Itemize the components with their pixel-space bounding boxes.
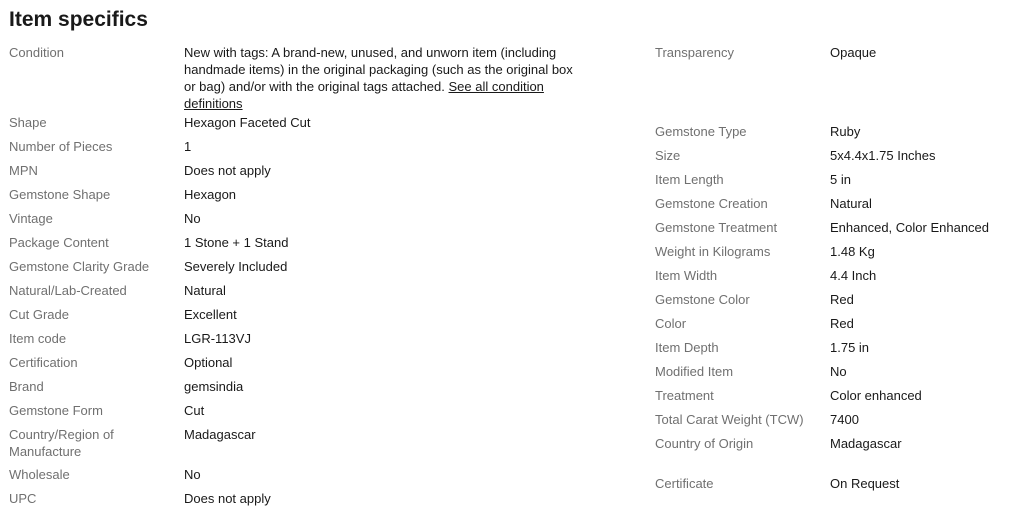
spec-label: Condition: [9, 45, 64, 60]
spec-label: Certificate: [655, 476, 714, 491]
condition-description: New with tags: A brand-new, unused, and unworn item (including handmade items) in the original packaging (such as the original box or bag) and/or with the original tags attached.: [184, 45, 573, 94]
spec-value: 1: [184, 139, 192, 154]
spec-label: Item code: [9, 331, 67, 346]
spec-row: [655, 171, 1015, 195]
spec-value: Natural: [184, 283, 226, 298]
spec-row: [9, 258, 609, 282]
spec-row: [655, 123, 1015, 147]
spec-row: [655, 243, 1015, 267]
spec-label: Color: [655, 316, 687, 331]
spec-label: Country/Region of Manufacture: [9, 427, 114, 459]
spec-row: [655, 44, 1015, 123]
spec-label: Item Length: [655, 172, 724, 187]
spec-row: [9, 490, 609, 514]
spec-value: 5 in: [830, 172, 851, 187]
spec-row: [655, 435, 1015, 475]
spec-row: [9, 138, 609, 162]
spec-label: Gemstone Treatment: [655, 220, 778, 235]
spec-row-condition: [9, 44, 609, 114]
spec-row: [9, 378, 609, 402]
spec-row: [9, 466, 609, 490]
spec-value: Optional: [184, 355, 233, 370]
spec-row: [655, 315, 1015, 339]
spec-value: Cut: [184, 403, 205, 418]
spec-label: Brand: [9, 379, 44, 394]
spec-value: No: [830, 364, 847, 379]
spec-value: [184, 44, 574, 114]
spec-label: Shape: [9, 115, 47, 130]
spec-label: Item Depth: [655, 340, 719, 355]
spec-value: 4.4 Inch: [830, 268, 877, 283]
spec-label: Gemstone Color: [655, 292, 750, 307]
spec-label: Item Width: [655, 268, 718, 283]
spec-row: [9, 210, 609, 234]
spec-row: [9, 330, 609, 354]
spec-value: Hexagon Faceted Cut: [184, 115, 311, 130]
spec-label: Gemstone Shape: [9, 187, 111, 202]
spec-value: No: [184, 467, 201, 482]
spec-value: Opaque: [830, 45, 877, 60]
spec-label: Total Carat Weight (TCW): [655, 412, 804, 427]
spec-label: Wholesale: [9, 467, 70, 482]
spec-row: [655, 475, 1015, 499]
spec-label: Gemstone Creation: [655, 196, 768, 211]
spec-value: 1 Stone + 1 Stand: [184, 235, 289, 250]
spec-row: [9, 402, 609, 426]
spec-value: Red: [830, 292, 854, 307]
spec-row: [9, 282, 609, 306]
spec-value: Enhanced, Color Enhanced: [830, 220, 990, 235]
spec-value: Ruby: [830, 124, 861, 139]
spec-label: MPN: [9, 163, 38, 178]
spec-label: Country of Origin: [655, 436, 754, 451]
specifics-right-column: [655, 44, 1015, 499]
spec-value: 1.75 in: [830, 340, 870, 355]
spec-value: No: [184, 211, 201, 226]
spec-label: Gemstone Form: [9, 403, 103, 418]
spec-row: [655, 339, 1015, 363]
spec-row: [655, 147, 1015, 171]
spec-label: Vintage: [9, 211, 53, 226]
spec-value: On Request: [830, 476, 900, 491]
spec-label: Weight in Kilograms: [655, 244, 771, 259]
spec-row: [9, 354, 609, 378]
spec-label: Cut Grade: [9, 307, 69, 322]
spec-label: Transparency: [655, 45, 734, 60]
spec-value: Natural: [830, 196, 872, 211]
spec-label: Treatment: [655, 388, 714, 403]
spec-value: LGR-113VJ: [184, 331, 251, 346]
spec-value: Red: [830, 316, 854, 331]
spec-row: [655, 291, 1015, 315]
spec-row: [655, 219, 1015, 243]
spec-row: [655, 195, 1015, 219]
spec-row: [9, 306, 609, 330]
spec-row: [9, 114, 609, 138]
spec-label: UPC: [9, 491, 37, 506]
spec-label: Size: [655, 148, 681, 163]
spec-value: Does not apply: [184, 163, 271, 178]
spec-value: Does not apply: [184, 491, 271, 506]
spec-label: Certification: [9, 355, 78, 370]
spec-value: Hexagon: [184, 187, 237, 202]
see-all-condition-definitions-link[interactable]: See all condition definitions: [184, 79, 544, 111]
spec-row: [655, 411, 1015, 435]
spec-label: Package Content: [9, 235, 109, 250]
spec-value: Madagascar: [184, 427, 256, 442]
spec-row: [9, 162, 609, 186]
spec-row: [9, 426, 609, 466]
spec-value: Color enhanced: [830, 388, 922, 403]
spec-label: Gemstone Clarity Grade: [9, 259, 150, 274]
spec-row: [655, 387, 1015, 411]
spec-value: 1.48 Kg: [830, 244, 875, 259]
spec-value: Severely Included: [184, 259, 288, 274]
spec-row: [655, 363, 1015, 387]
spec-value: Madagascar: [830, 436, 902, 451]
spec-label: Gemstone Type: [655, 124, 747, 139]
spec-value: gemsindia: [184, 379, 244, 394]
spec-row: [9, 234, 609, 258]
specifics-left-column: [9, 44, 609, 514]
spec-label: Number of Pieces: [9, 139, 113, 154]
spec-row: [9, 186, 609, 210]
spec-value: 5x4.4x1.75 Inches: [830, 148, 936, 163]
spec-value: Excellent: [184, 307, 237, 322]
section-title: Item specifics: [9, 8, 148, 31]
spec-label: Modified Item: [655, 364, 734, 379]
spec-row: [655, 267, 1015, 291]
spec-value: 7400: [830, 412, 859, 427]
spec-label: Natural/Lab-Created: [9, 283, 127, 298]
